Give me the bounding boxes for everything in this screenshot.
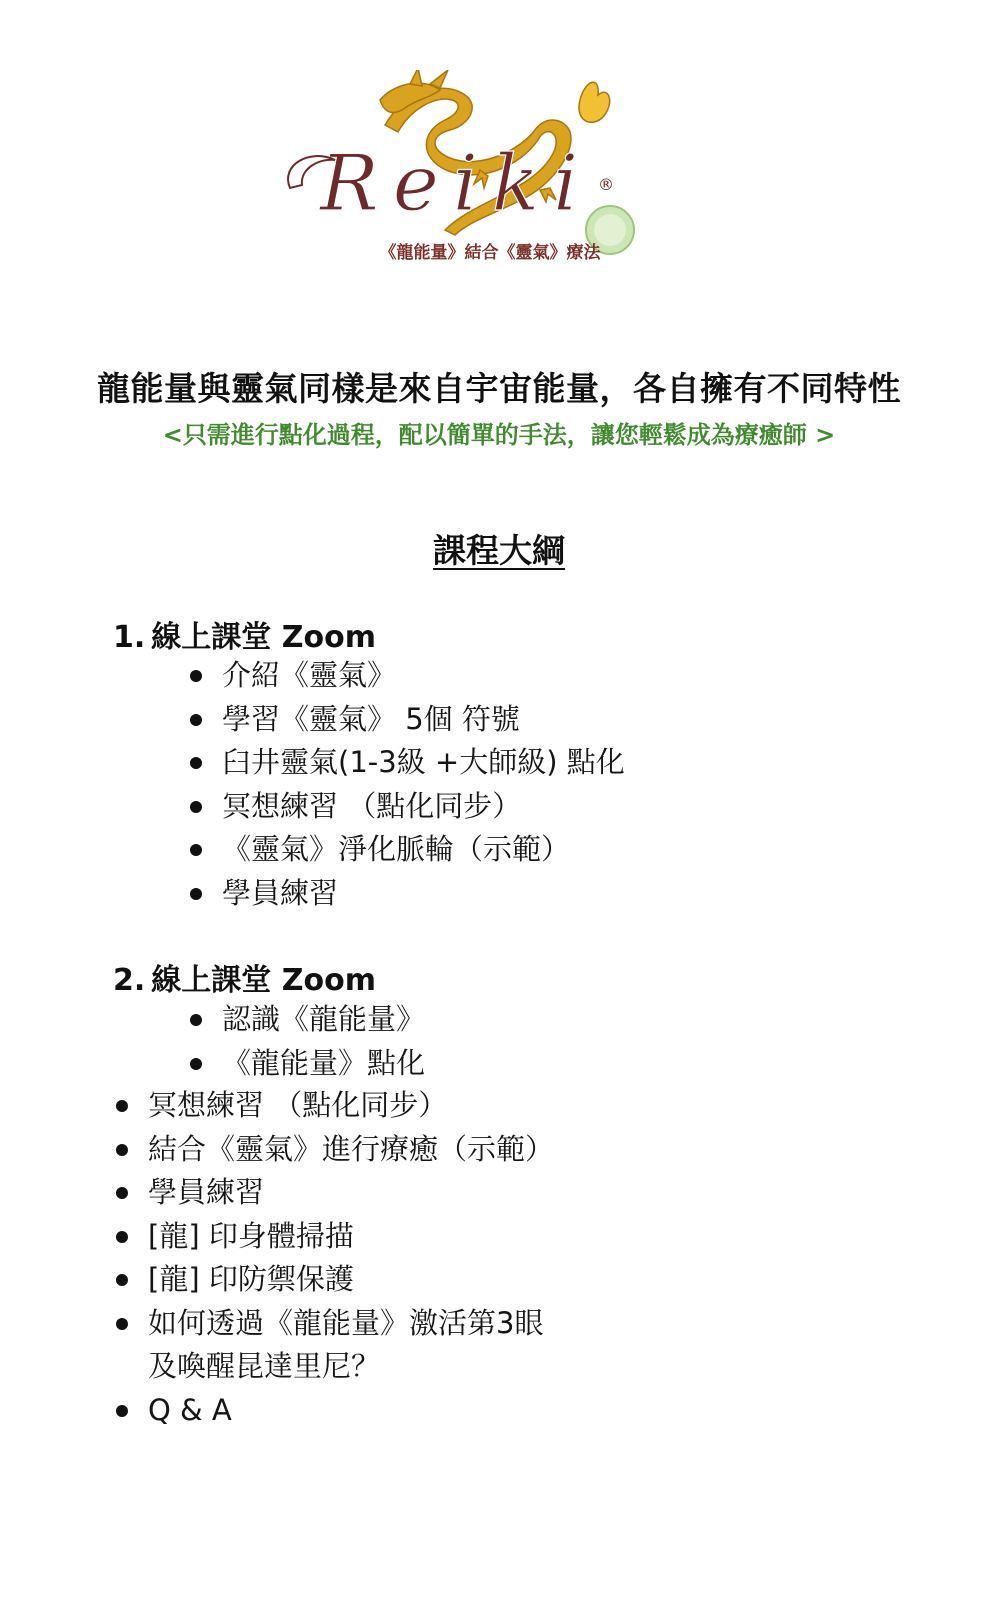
bullet-icon [190,714,202,726]
section-1-heading [113,612,376,656]
list-item-text: 認識《龍能量》 [222,1002,426,1036]
bullet-icon [116,1405,128,1417]
bullet-icon [190,888,202,900]
list-item-text: 《龍能量》點化 [222,1045,426,1080]
headline: 龍能量與靈氣同樣是來自宇宙能量，各自擁有不同特性 [97,369,901,408]
bullet-icon [190,801,202,813]
logo-tagline: 《龍能量》結合《靈氣》療法 [379,243,601,263]
bullet-icon [190,757,202,769]
list-item-text: 介紹《靈氣》 [222,658,397,692]
list-item-text: 結合《靈氣》進行療癒（示範） [148,1131,555,1166]
section-2-title: 線上課堂 Zoom [151,963,376,998]
outline-title [0,525,998,572]
bullet-icon [116,1187,128,1199]
list-item-text: 如何透過《龍能量》激活第3眼 及喚醒昆達里尼？ [148,1305,544,1383]
section-1-number: 1. [113,620,146,655]
reiki-wordmark: Reiki [320,139,593,229]
list-item-text: 冥想練習 （點化同步） [148,1088,448,1122]
bullet-icon [116,1231,128,1243]
bullet-icon [116,1274,128,1286]
list-item-text: 學員練習 [148,1175,265,1209]
outline-title-text: 課程大綱 [433,531,565,570]
list-item-text: 臼井靈氣(1-3級 +大師級) 點化 [222,745,625,779]
list-item-text: [龍] 印身體掃描 [148,1218,354,1253]
list-item-text: 學員練習 [222,875,339,910]
section-1-title: 線上課堂 Zoom [151,620,376,655]
bullet-icon [116,1144,128,1156]
bullet-icon [190,1014,202,1026]
bullet-icon [116,1318,128,1330]
subline: <只需進行點化過程，配以簡單的手法，讓您輕鬆成為療癒師 > [162,421,836,449]
bullet-icon [190,1058,202,1070]
section-2-number: 2. [113,963,146,998]
list-item-text: 學習《靈氣》 5個 符號 [222,701,520,736]
list-item-text: Q & A [148,1392,232,1427]
registered-mark: ® [598,175,614,194]
bullet-icon [190,844,202,856]
list-item-text: 《靈氣》淨化脈輪（示範） [222,832,571,866]
bullet-icon [116,1100,128,1112]
bullet-icon [190,670,202,682]
list-item-text: 冥想練習 （點化同步） [222,788,522,823]
reiki-logo [280,70,670,270]
section-2-heading [113,955,376,999]
list-item-text: [龍] 印防禦保護 [148,1262,354,1296]
